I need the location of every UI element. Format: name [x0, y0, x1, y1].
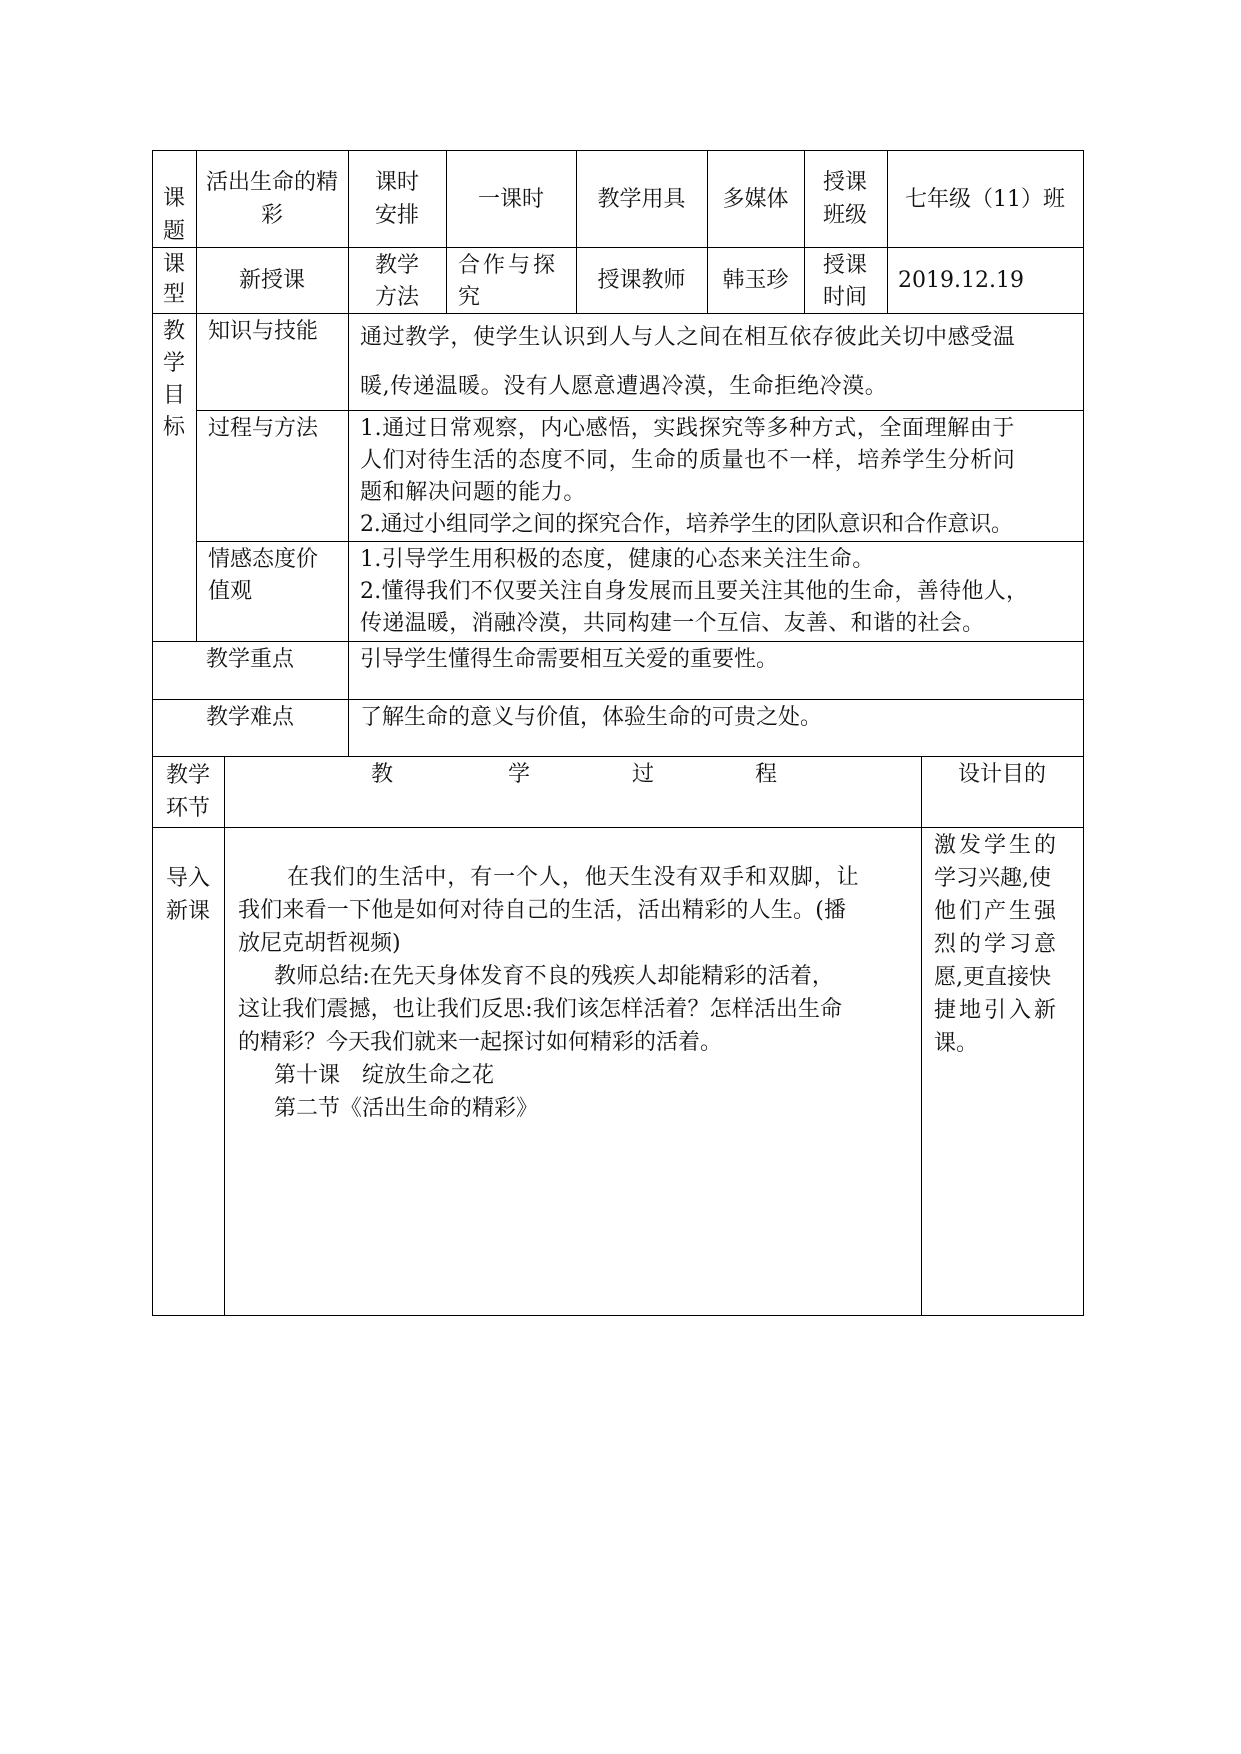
topic-label: 课题: [162, 186, 185, 244]
objectives-label: 教学目标: [162, 319, 185, 440]
lesson-plan-page: 课题 活出生命的精彩 课时安排 一课时 教学用具 多媒体 授课班级 七年级（11）班 课型 新授课 教学方法 合作与探究 授课教师 韩玉珍 授课时间 2019.12.19 教学目标 知识与技能 通过教学，使学生认识到人与人之间在相互依存彼此关切中感受温 暖,传递温暖。没有人愿意遭遇冷漠，生命拒绝冷漠。 过程与方法 1.通过日常观察，内心感悟，实践探究等多种方式，全面理解由于 人们对待生活的态度不同，生命的质量也不一样，培养学生分析问 题和解决问题的能力。 2.通过小组同学之间的探究合作，培养学生的团队意识和合作意识。 情感态度价值观 1.引导学生用积极的态度，健康的心态来关注生命。 2.懂得我们不仅要关注自身发展而且要关注其他的生命，善待他人， 传递温暖，消融冷漠，共同构建一个互信、友善、和谐的社会。 教学重点 引导学生懂得生命需要相互关爱的重要性。 教学难点 了解生命的意义与价值，体验生命的可贵之处。 教学环节 教 学 过 程 设计目的 导入新课 在我们的生活中，有一个人，他天生没有双手和双脚，让 我们来看一下他是如何对待自己的生活，活出精彩的人生。(播 放尼克胡哲视频) 教师总结:在先天身体发育不良的残疾人却能精彩的活着， 这让我们震撼，也让我们反思:我们该怎样活着？怎样活出生命 的精彩？今天我们就来一起探讨如何精彩的活着。 第十课 绽放生命之花 第二节《活出生命的精彩》 激发学生的 学习兴趣,使 他们产生强 烈的学习意 愿,更直接快 捷地引入新 课。: [0, 0, 1241, 1754]
type-label: 课型: [162, 252, 185, 307]
tools-value: 多媒体: [722, 187, 789, 212]
knowledge-label: 知识与技能: [208, 319, 319, 344]
purpose-header: 设计目的: [957, 762, 1046, 787]
method-label: 教学方法: [374, 253, 419, 310]
type-value: 新授课: [238, 268, 305, 293]
teacher-value: 韩玉珍: [722, 268, 789, 293]
stage-header: 教学环节: [165, 763, 210, 821]
key-point-label: 教学重点: [205, 647, 294, 672]
class-label: 授课班级: [822, 170, 867, 228]
time-label: 授课时间: [822, 253, 867, 310]
hours-value: 一课时: [477, 187, 544, 212]
hours-label: 课时安排: [374, 170, 419, 228]
difficulty-value: 了解生命的意义与价值，体验生命的可贵之处。: [360, 705, 823, 730]
method-value: 合作与探究: [458, 253, 559, 310]
class-value: 七年级（11）班: [905, 187, 1065, 212]
tools-label: 教学用具: [597, 187, 686, 212]
key-point-value: 引导学生懂得生命需要相互关爱的重要性。: [360, 647, 779, 672]
difficulty-label: 教学难点: [205, 705, 294, 730]
emotion-label: 情感态度价值观: [208, 547, 319, 604]
time-value: 2019.12.19: [898, 268, 1024, 293]
process-label: 过程与方法: [208, 416, 319, 441]
topic-value: 活出生命的精彩: [205, 170, 338, 228]
stage-intro: 导入新课: [165, 866, 210, 924]
teacher-label: 授课教师: [597, 268, 686, 293]
